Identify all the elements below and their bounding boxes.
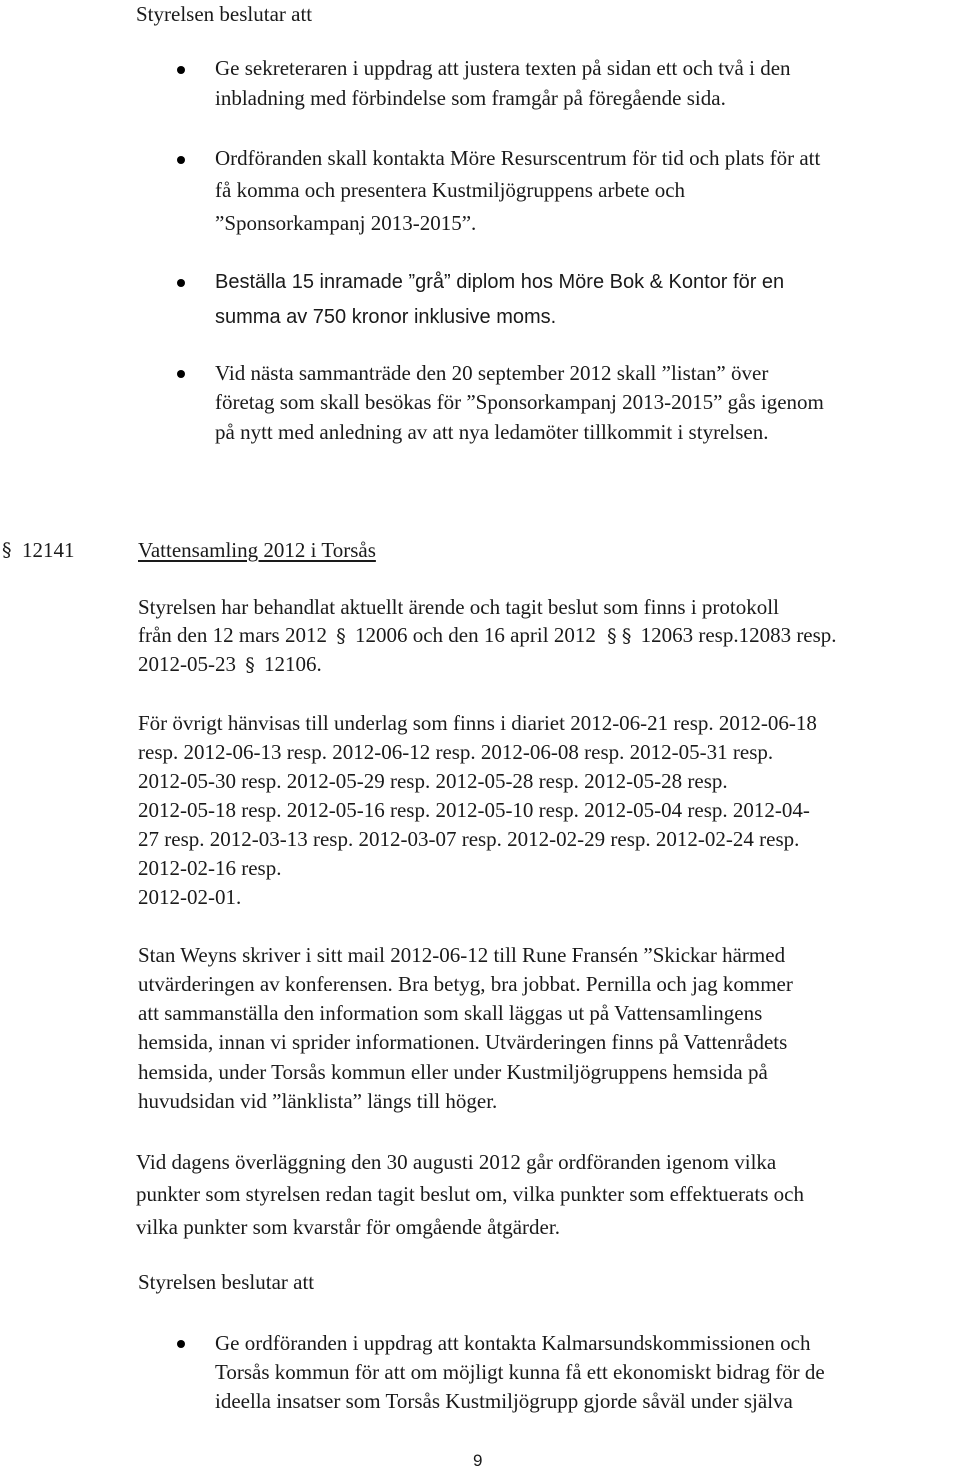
paragraph-line: utvärderingen av konferensen. Bra betyg, bra jobbat. Pernilla och jag kommer <box>138 972 793 996</box>
list-item-line: få komma och presentera Kustmiljögruppens arbete och <box>215 178 686 202</box>
paragraph-line: Stan Weyns skriver i sitt mail 2012-06-12 till Rune Fransén ”Skickar härmed <box>138 943 786 967</box>
bullet-icon <box>177 156 185 164</box>
bullet-icon <box>177 1340 185 1348</box>
paragraph-line: 27 resp. 2012-03-13 resp. 2012-03-07 resp. 2012-02-29 resp. 2012-02-24 resp. <box>138 827 800 851</box>
decision-heading: Styrelsen beslutar att <box>138 1270 315 1294</box>
paragraph-line: resp. 2012-06-13 resp. 2012-06-12 resp. 2012-06-08 resp. 2012-05-31 resp. <box>138 740 774 764</box>
text-segment: 2012-05-23 <box>138 652 236 676</box>
paragraph-line: att sammanställa den information som skall läggas ut på Vattensamlingens <box>138 1001 763 1025</box>
paragraph-line: huvudsidan vid ”länklista” längs till höger. <box>138 1089 498 1113</box>
decision-heading: Styrelsen beslutar att <box>136 2 313 26</box>
list-item-line: Ordföranden skall kontakta Möre Resurscentrum för tid och plats för att <box>215 146 821 170</box>
list-item-line: på nytt med anledning av att nya ledamöter tillkommit i styrelsen. <box>215 420 769 444</box>
paragraph-line: 2012-02-16 resp. <box>138 856 282 880</box>
paragraph-line: 2012-05-18 resp. 2012-05-16 resp. 2012-05-10 resp. 2012-05-04 resp. 2012-04- <box>138 798 810 822</box>
paragraph-line <box>138 654 322 675</box>
bullet-icon <box>177 279 185 287</box>
section-symbol: § <box>607 625 617 647</box>
list-item-line: Torsås kommun för att om möjligt kunna få ett ekonomiskt bidrag för de <box>215 1360 825 1384</box>
page-number: 9 <box>473 1451 483 1470</box>
list-item-line: ideella insatser som Torsås Kustmiljögrupp gjorde såväl under själva <box>215 1389 793 1413</box>
bullet-icon <box>177 370 185 378</box>
paragraph-line: 2012-02-01. <box>138 885 242 909</box>
list-item-line: ”Sponsorkampanj 2013-2015”. <box>215 211 477 235</box>
paragraph-line: hemsida, innan vi sprider informationen. Utvärderingen finns på Vattenrådets <box>138 1030 788 1054</box>
text-segment: från den 12 mars 2012 <box>138 623 327 647</box>
text-segment: 12106. <box>264 652 322 676</box>
list-item-line: inbladning med förbindelse som framgår på föregående sida. <box>215 86 726 110</box>
paragraph-line: vilka punkter som kvarstår för omgående åtgärder. <box>136 1215 560 1239</box>
list-item-line: Vid nästa sammanträde den 20 september 2012 skall ”listan” över <box>215 361 769 385</box>
list-item-line: Ge sekreteraren i uppdrag att justera texten på sidan ett och två i den <box>215 56 791 80</box>
section-symbol: § <box>336 625 346 647</box>
section-number: 12141 <box>22 538 75 562</box>
section-symbol: § <box>2 539 12 561</box>
text-segment: 12063 resp.12083 resp. <box>640 623 837 647</box>
paragraph-line: punkter som styrelsen redan tagit beslut om, vilka punkter som effektuerats och <box>136 1182 804 1206</box>
paragraph-line <box>138 625 837 646</box>
section-title: Vattensamling 2012 i Torsås <box>138 538 376 562</box>
list-item-line: summa av 750 kronor inklusive moms. <box>215 306 557 328</box>
paragraph-line: För övrigt hänvisas till underlag som finns i diariet 2012-06-21 resp. 2012-06-18 <box>138 711 817 735</box>
section-symbol: § <box>621 625 632 647</box>
paragraph-line: Vid dagens överläggning den 30 augusti 2012 går ordföranden igenom vilka <box>136 1150 777 1174</box>
paragraph-line: Styrelsen har behandlat aktuellt ärende och tagit beslut som finns i protokoll <box>138 595 779 619</box>
list-item-line: Ge ordföranden i uppdrag att kontakta Kalmarsundskommissionen och <box>215 1331 811 1355</box>
section-symbol: § <box>245 654 255 676</box>
text-segment: 12006 och den 16 april 2012 <box>354 623 596 647</box>
paragraph-line: hemsida, under Torsås kommun eller under Kustmiljögruppens hemsida på <box>138 1060 768 1084</box>
bullet-icon <box>177 66 185 74</box>
list-item-line: Beställa 15 inramade ”grå” diplom hos Möre Bok & Kontor för en <box>215 271 785 293</box>
paragraph-line: 2012-05-30 resp. 2012-05-29 resp. 2012-05-28 resp. 2012-05-28 resp. <box>138 769 728 793</box>
list-item-line: företag som skall besökas för ”Sponsorkampanj 2013-2015” gås igenom <box>215 390 824 414</box>
